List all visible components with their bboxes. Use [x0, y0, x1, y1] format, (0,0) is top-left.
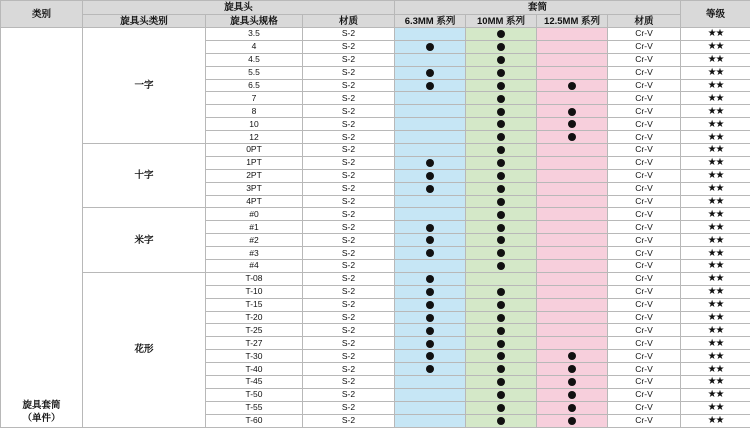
series-10-cell [466, 195, 537, 208]
series-125-cell [537, 40, 608, 53]
table-row [1, 144, 750, 157]
availability-dot-icon [426, 249, 434, 257]
bit-spec-cell: #0 [206, 208, 303, 221]
availability-dot-icon [568, 352, 576, 360]
series-63-cell [395, 169, 466, 182]
availability-dot-icon [568, 404, 576, 412]
series-10-cell [466, 182, 537, 195]
bit-spec-cell: 3.5 [206, 28, 303, 41]
availability-dot-icon [497, 56, 505, 64]
bit-spec-cell: 10 [206, 118, 303, 131]
grade-stars: ★★ [681, 79, 750, 92]
grade-stars: ★★ [681, 414, 750, 427]
availability-dot-icon [426, 327, 434, 335]
bit-material-header: 材质 [303, 15, 395, 28]
availability-dot-icon [568, 417, 576, 425]
series-10-cell [466, 388, 537, 401]
series-63-cell [395, 298, 466, 311]
series-125-cell [537, 53, 608, 66]
availability-dot-icon [426, 352, 434, 360]
series-63-cell [395, 337, 466, 350]
grade-stars: ★★ [681, 298, 750, 311]
series-10-cell [466, 363, 537, 376]
availability-dot-icon [497, 224, 505, 232]
grade-stars: ★★ [681, 272, 750, 285]
series-125-cell [537, 92, 608, 105]
bit-spec-cell: T-08 [206, 272, 303, 285]
bit-spec-cell: 0PT [206, 144, 303, 157]
socket-material-cell: Cr-V [608, 144, 681, 157]
grade-stars: ★★ [681, 350, 750, 363]
series-63-cell [395, 324, 466, 337]
bit-material-cell: S-2 [303, 298, 395, 311]
availability-dot-icon [497, 288, 505, 296]
availability-dot-icon [497, 378, 505, 386]
series-63-cell [395, 156, 466, 169]
series-125-cell [537, 388, 608, 401]
series-125-cell [537, 195, 608, 208]
availability-dot-icon [497, 146, 505, 154]
socket-material-cell: Cr-V [608, 195, 681, 208]
availability-dot-icon [497, 198, 505, 206]
series-63-cell [395, 272, 466, 285]
socket-material-cell: Cr-V [608, 234, 681, 247]
grade-stars: ★★ [681, 144, 750, 157]
availability-dot-icon [497, 172, 505, 180]
grade-stars: ★★ [681, 169, 750, 182]
series-63-cell [395, 105, 466, 118]
series-125-cell [537, 350, 608, 363]
series-10-cell [466, 208, 537, 221]
series-125-cell [537, 311, 608, 324]
series-125-cell [537, 182, 608, 195]
bit-spec-cell: 8 [206, 105, 303, 118]
series-125-cell [537, 414, 608, 427]
socket-material-cell: Cr-V [608, 285, 681, 298]
bit-type-header: 旋具头类别 [83, 15, 206, 28]
bit-spec-cell: 3PT [206, 182, 303, 195]
socket-material-cell: Cr-V [608, 53, 681, 66]
series-10-cell [466, 311, 537, 324]
series-125-cell [537, 169, 608, 182]
availability-dot-icon [568, 365, 576, 373]
bit-spec-cell: T-45 [206, 376, 303, 389]
series-125-cell [537, 105, 608, 118]
bit-spec-cell: T-15 [206, 298, 303, 311]
availability-dot-icon [426, 340, 434, 348]
availability-dot-icon [426, 224, 434, 232]
socket-material-cell: Cr-V [608, 105, 681, 118]
category-label: 旋具套筒 [1, 399, 82, 412]
bit-material-cell: S-2 [303, 182, 395, 195]
availability-dot-icon [497, 69, 505, 77]
availability-dot-icon [426, 172, 434, 180]
category-header: 类别 [1, 1, 83, 28]
series-63-cell [395, 363, 466, 376]
series-63-cell [395, 350, 466, 363]
bit-spec-cell: T-30 [206, 350, 303, 363]
socket-material-header: 材质 [608, 15, 681, 28]
bit-material-cell: S-2 [303, 208, 395, 221]
availability-dot-icon [497, 249, 505, 257]
bit-material-cell: S-2 [303, 79, 395, 92]
grade-stars: ★★ [681, 221, 750, 234]
bit-spec-cell: 4PT [206, 195, 303, 208]
series-10-cell [466, 247, 537, 260]
series-10-cell [466, 401, 537, 414]
availability-dot-icon [426, 314, 434, 322]
series-10-cell [466, 337, 537, 350]
series-10-cell [466, 131, 537, 144]
bit-type-cell: 一字 [83, 28, 206, 144]
socket-material-cell: Cr-V [608, 376, 681, 389]
table-body [1, 28, 750, 428]
series-63-header: 6.3MM 系列 [395, 15, 466, 28]
series-10-header: 10MM 系列 [466, 15, 537, 28]
grade-stars: ★★ [681, 337, 750, 350]
availability-dot-icon [497, 236, 505, 244]
availability-dot-icon [497, 95, 505, 103]
bit-spec-cell: #2 [206, 234, 303, 247]
bit-spec-header: 旋具头规格 [206, 15, 303, 28]
availability-dot-icon [426, 69, 434, 77]
availability-dot-icon [568, 108, 576, 116]
grade-stars: ★★ [681, 105, 750, 118]
series-10-cell [466, 298, 537, 311]
series-125-cell [537, 144, 608, 157]
socket-material-cell: Cr-V [608, 388, 681, 401]
availability-dot-icon [568, 378, 576, 386]
availability-dot-icon [497, 404, 505, 412]
bit-material-cell: S-2 [303, 414, 395, 427]
grade-stars: ★★ [681, 247, 750, 260]
bit-material-cell: S-2 [303, 337, 395, 350]
series-63-cell [395, 28, 466, 41]
availability-dot-icon [497, 391, 505, 399]
series-63-cell [395, 260, 466, 273]
bit-spec-cell: T-50 [206, 388, 303, 401]
bit-type-cell: 十字 [83, 144, 206, 208]
series-125-header: 12.5MM 系列 [537, 15, 608, 28]
availability-dot-icon [497, 185, 505, 193]
series-10-cell [466, 324, 537, 337]
series-10-cell [466, 169, 537, 182]
bit-material-cell: S-2 [303, 221, 395, 234]
category-cell [1, 28, 83, 428]
series-63-cell [395, 285, 466, 298]
series-10-cell [466, 79, 537, 92]
series-125-cell [537, 28, 608, 41]
series-10-cell [466, 92, 537, 105]
availability-dot-icon [497, 30, 505, 38]
series-125-cell [537, 401, 608, 414]
bit-material-cell: S-2 [303, 195, 395, 208]
bit-spec-cell: #3 [206, 247, 303, 260]
availability-dot-icon [426, 288, 434, 296]
bit-spec-cell: T-40 [206, 363, 303, 376]
grade-stars: ★★ [681, 401, 750, 414]
series-63-cell [395, 221, 466, 234]
bit-spec-cell: 7 [206, 92, 303, 105]
series-10-cell [466, 350, 537, 363]
table-row [1, 272, 750, 285]
series-10-cell [466, 414, 537, 427]
availability-dot-icon [497, 108, 505, 116]
socket-material-cell: Cr-V [608, 350, 681, 363]
bit-spec-cell: 12 [206, 131, 303, 144]
grade-stars: ★★ [681, 66, 750, 79]
socket-material-cell: Cr-V [608, 40, 681, 53]
grade-stars: ★★ [681, 376, 750, 389]
bit-material-cell: S-2 [303, 105, 395, 118]
bit-material-cell: S-2 [303, 156, 395, 169]
grade-stars: ★★ [681, 195, 750, 208]
bit-material-cell: S-2 [303, 311, 395, 324]
bit-type-cell: 米字 [83, 208, 206, 272]
availability-dot-icon [568, 133, 576, 141]
series-10-cell [466, 144, 537, 157]
series-125-cell [537, 337, 608, 350]
series-63-cell [395, 414, 466, 427]
series-63-cell [395, 311, 466, 324]
category-sublabel: （单件） [1, 412, 82, 425]
availability-dot-icon [426, 43, 434, 51]
series-125-cell [537, 156, 608, 169]
series-63-cell [395, 118, 466, 131]
socket-material-cell: Cr-V [608, 324, 681, 337]
socket-group-header: 套筒 [395, 1, 681, 15]
series-63-cell [395, 40, 466, 53]
series-10-cell [466, 285, 537, 298]
series-125-cell [537, 234, 608, 247]
series-125-cell [537, 247, 608, 260]
grade-stars: ★★ [681, 324, 750, 337]
series-10-cell [466, 53, 537, 66]
grade-stars: ★★ [681, 234, 750, 247]
grade-stars: ★★ [681, 92, 750, 105]
socket-material-cell: Cr-V [608, 272, 681, 285]
bit-material-cell: S-2 [303, 28, 395, 41]
series-125-cell [537, 376, 608, 389]
series-10-cell [466, 40, 537, 53]
availability-dot-icon [497, 120, 505, 128]
series-63-cell [395, 234, 466, 247]
bit-spec-cell: 1PT [206, 156, 303, 169]
availability-dot-icon [497, 159, 505, 167]
availability-dot-icon [568, 82, 576, 90]
socket-material-cell: Cr-V [608, 208, 681, 221]
availability-dot-icon [497, 82, 505, 90]
socket-material-cell: Cr-V [608, 221, 681, 234]
bit-material-cell: S-2 [303, 350, 395, 363]
series-63-cell [395, 79, 466, 92]
availability-dot-icon [497, 340, 505, 348]
socket-material-cell: Cr-V [608, 260, 681, 273]
bit-type-cell: 花形 [83, 272, 206, 427]
socket-material-cell: Cr-V [608, 156, 681, 169]
availability-dot-icon [497, 314, 505, 322]
series-63-cell [395, 144, 466, 157]
bit-spec-cell: T-25 [206, 324, 303, 337]
series-63-cell [395, 247, 466, 260]
bit-spec-cell: 5.5 [206, 66, 303, 79]
grade-stars: ★★ [681, 363, 750, 376]
socket-material-cell: Cr-V [608, 401, 681, 414]
series-125-cell [537, 66, 608, 79]
series-125-cell [537, 208, 608, 221]
bit-material-cell: S-2 [303, 53, 395, 66]
availability-dot-icon [426, 365, 434, 373]
series-10-cell [466, 118, 537, 131]
bit-material-cell: S-2 [303, 285, 395, 298]
availability-dot-icon [497, 133, 505, 141]
series-125-cell [537, 324, 608, 337]
series-63-cell [395, 182, 466, 195]
grade-stars: ★★ [681, 53, 750, 66]
series-125-cell [537, 118, 608, 131]
bit-material-cell: S-2 [303, 118, 395, 131]
availability-dot-icon [497, 262, 505, 270]
grade-stars: ★★ [681, 156, 750, 169]
availability-dot-icon [426, 82, 434, 90]
series-63-cell [395, 131, 466, 144]
availability-dot-icon [568, 391, 576, 399]
grade-stars: ★★ [681, 208, 750, 221]
grade-stars: ★★ [681, 40, 750, 53]
series-125-cell [537, 221, 608, 234]
availability-dot-icon [497, 327, 505, 335]
series-63-cell [395, 53, 466, 66]
bit-material-cell: S-2 [303, 363, 395, 376]
series-63-cell [395, 376, 466, 389]
socket-material-cell: Cr-V [608, 169, 681, 182]
series-63-cell [395, 92, 466, 105]
series-10-cell [466, 105, 537, 118]
socket-material-cell: Cr-V [608, 414, 681, 427]
availability-dot-icon [497, 43, 505, 51]
bit-material-cell: S-2 [303, 92, 395, 105]
grade-stars: ★★ [681, 388, 750, 401]
bit-spec-cell: 4.5 [206, 53, 303, 66]
socket-material-cell: Cr-V [608, 79, 681, 92]
availability-dot-icon [497, 352, 505, 360]
bit-spec-cell: #4 [206, 260, 303, 273]
socket-material-cell: Cr-V [608, 28, 681, 41]
availability-dot-icon [426, 236, 434, 244]
series-10-cell [466, 221, 537, 234]
series-10-cell [466, 28, 537, 41]
bit-spec-cell: 4 [206, 40, 303, 53]
series-10-cell [466, 376, 537, 389]
bit-material-cell: S-2 [303, 260, 395, 273]
availability-dot-icon [497, 301, 505, 309]
series-63-cell [395, 388, 466, 401]
bit-spec-cell: T-60 [206, 414, 303, 427]
bit-material-cell: S-2 [303, 40, 395, 53]
grade-stars: ★★ [681, 260, 750, 273]
availability-dot-icon [426, 275, 434, 283]
availability-dot-icon [497, 417, 505, 425]
grade-stars: ★★ [681, 182, 750, 195]
series-125-cell [537, 363, 608, 376]
socket-material-cell: Cr-V [608, 92, 681, 105]
bit-spec-cell: T-10 [206, 285, 303, 298]
grade-stars: ★★ [681, 131, 750, 144]
bit-material-cell: S-2 [303, 388, 395, 401]
availability-dot-icon [426, 185, 434, 193]
socket-material-cell: Cr-V [608, 363, 681, 376]
series-125-cell [537, 131, 608, 144]
bit-group-header: 旋具头 [83, 1, 395, 15]
table-row [1, 28, 750, 41]
series-10-cell [466, 156, 537, 169]
series-63-cell [395, 208, 466, 221]
series-10-cell [466, 234, 537, 247]
series-63-cell [395, 401, 466, 414]
series-125-cell [537, 79, 608, 92]
series-125-cell [537, 285, 608, 298]
bit-spec-cell: T-20 [206, 311, 303, 324]
socket-material-cell: Cr-V [608, 182, 681, 195]
series-10-cell [466, 272, 537, 285]
bit-material-cell: S-2 [303, 401, 395, 414]
series-125-cell [537, 298, 608, 311]
availability-dot-icon [426, 159, 434, 167]
availability-dot-icon [568, 120, 576, 128]
socket-material-cell: Cr-V [608, 247, 681, 260]
availability-dot-icon [497, 365, 505, 373]
series-125-cell [537, 272, 608, 285]
socket-material-cell: Cr-V [608, 337, 681, 350]
bit-material-cell: S-2 [303, 376, 395, 389]
bit-material-cell: S-2 [303, 144, 395, 157]
series-10-cell [466, 260, 537, 273]
bit-spec-cell: #1 [206, 221, 303, 234]
bit-material-cell: S-2 [303, 247, 395, 260]
bit-spec-cell: T-55 [206, 401, 303, 414]
bit-spec-cell: T-27 [206, 337, 303, 350]
series-10-cell [466, 66, 537, 79]
bit-material-cell: S-2 [303, 272, 395, 285]
bit-material-cell: S-2 [303, 324, 395, 337]
bit-material-cell: S-2 [303, 234, 395, 247]
grade-stars: ★★ [681, 28, 750, 41]
bit-material-cell: S-2 [303, 169, 395, 182]
socket-material-cell: Cr-V [608, 298, 681, 311]
series-63-cell [395, 195, 466, 208]
bit-spec-cell: 2PT [206, 169, 303, 182]
grade-header: 等级 [681, 1, 750, 28]
bit-spec-cell: 6.5 [206, 79, 303, 92]
grade-stars: ★★ [681, 285, 750, 298]
socket-material-cell: Cr-V [608, 118, 681, 131]
bit-material-cell: S-2 [303, 66, 395, 79]
availability-dot-icon [497, 211, 505, 219]
series-125-cell [537, 260, 608, 273]
availability-dot-icon [426, 301, 434, 309]
socket-material-cell: Cr-V [608, 66, 681, 79]
grade-stars: ★★ [681, 311, 750, 324]
table-row [1, 208, 750, 221]
socket-material-cell: Cr-V [608, 311, 681, 324]
grade-stars: ★★ [681, 118, 750, 131]
bit-material-cell: S-2 [303, 131, 395, 144]
socket-material-cell: Cr-V [608, 131, 681, 144]
series-63-cell [395, 66, 466, 79]
